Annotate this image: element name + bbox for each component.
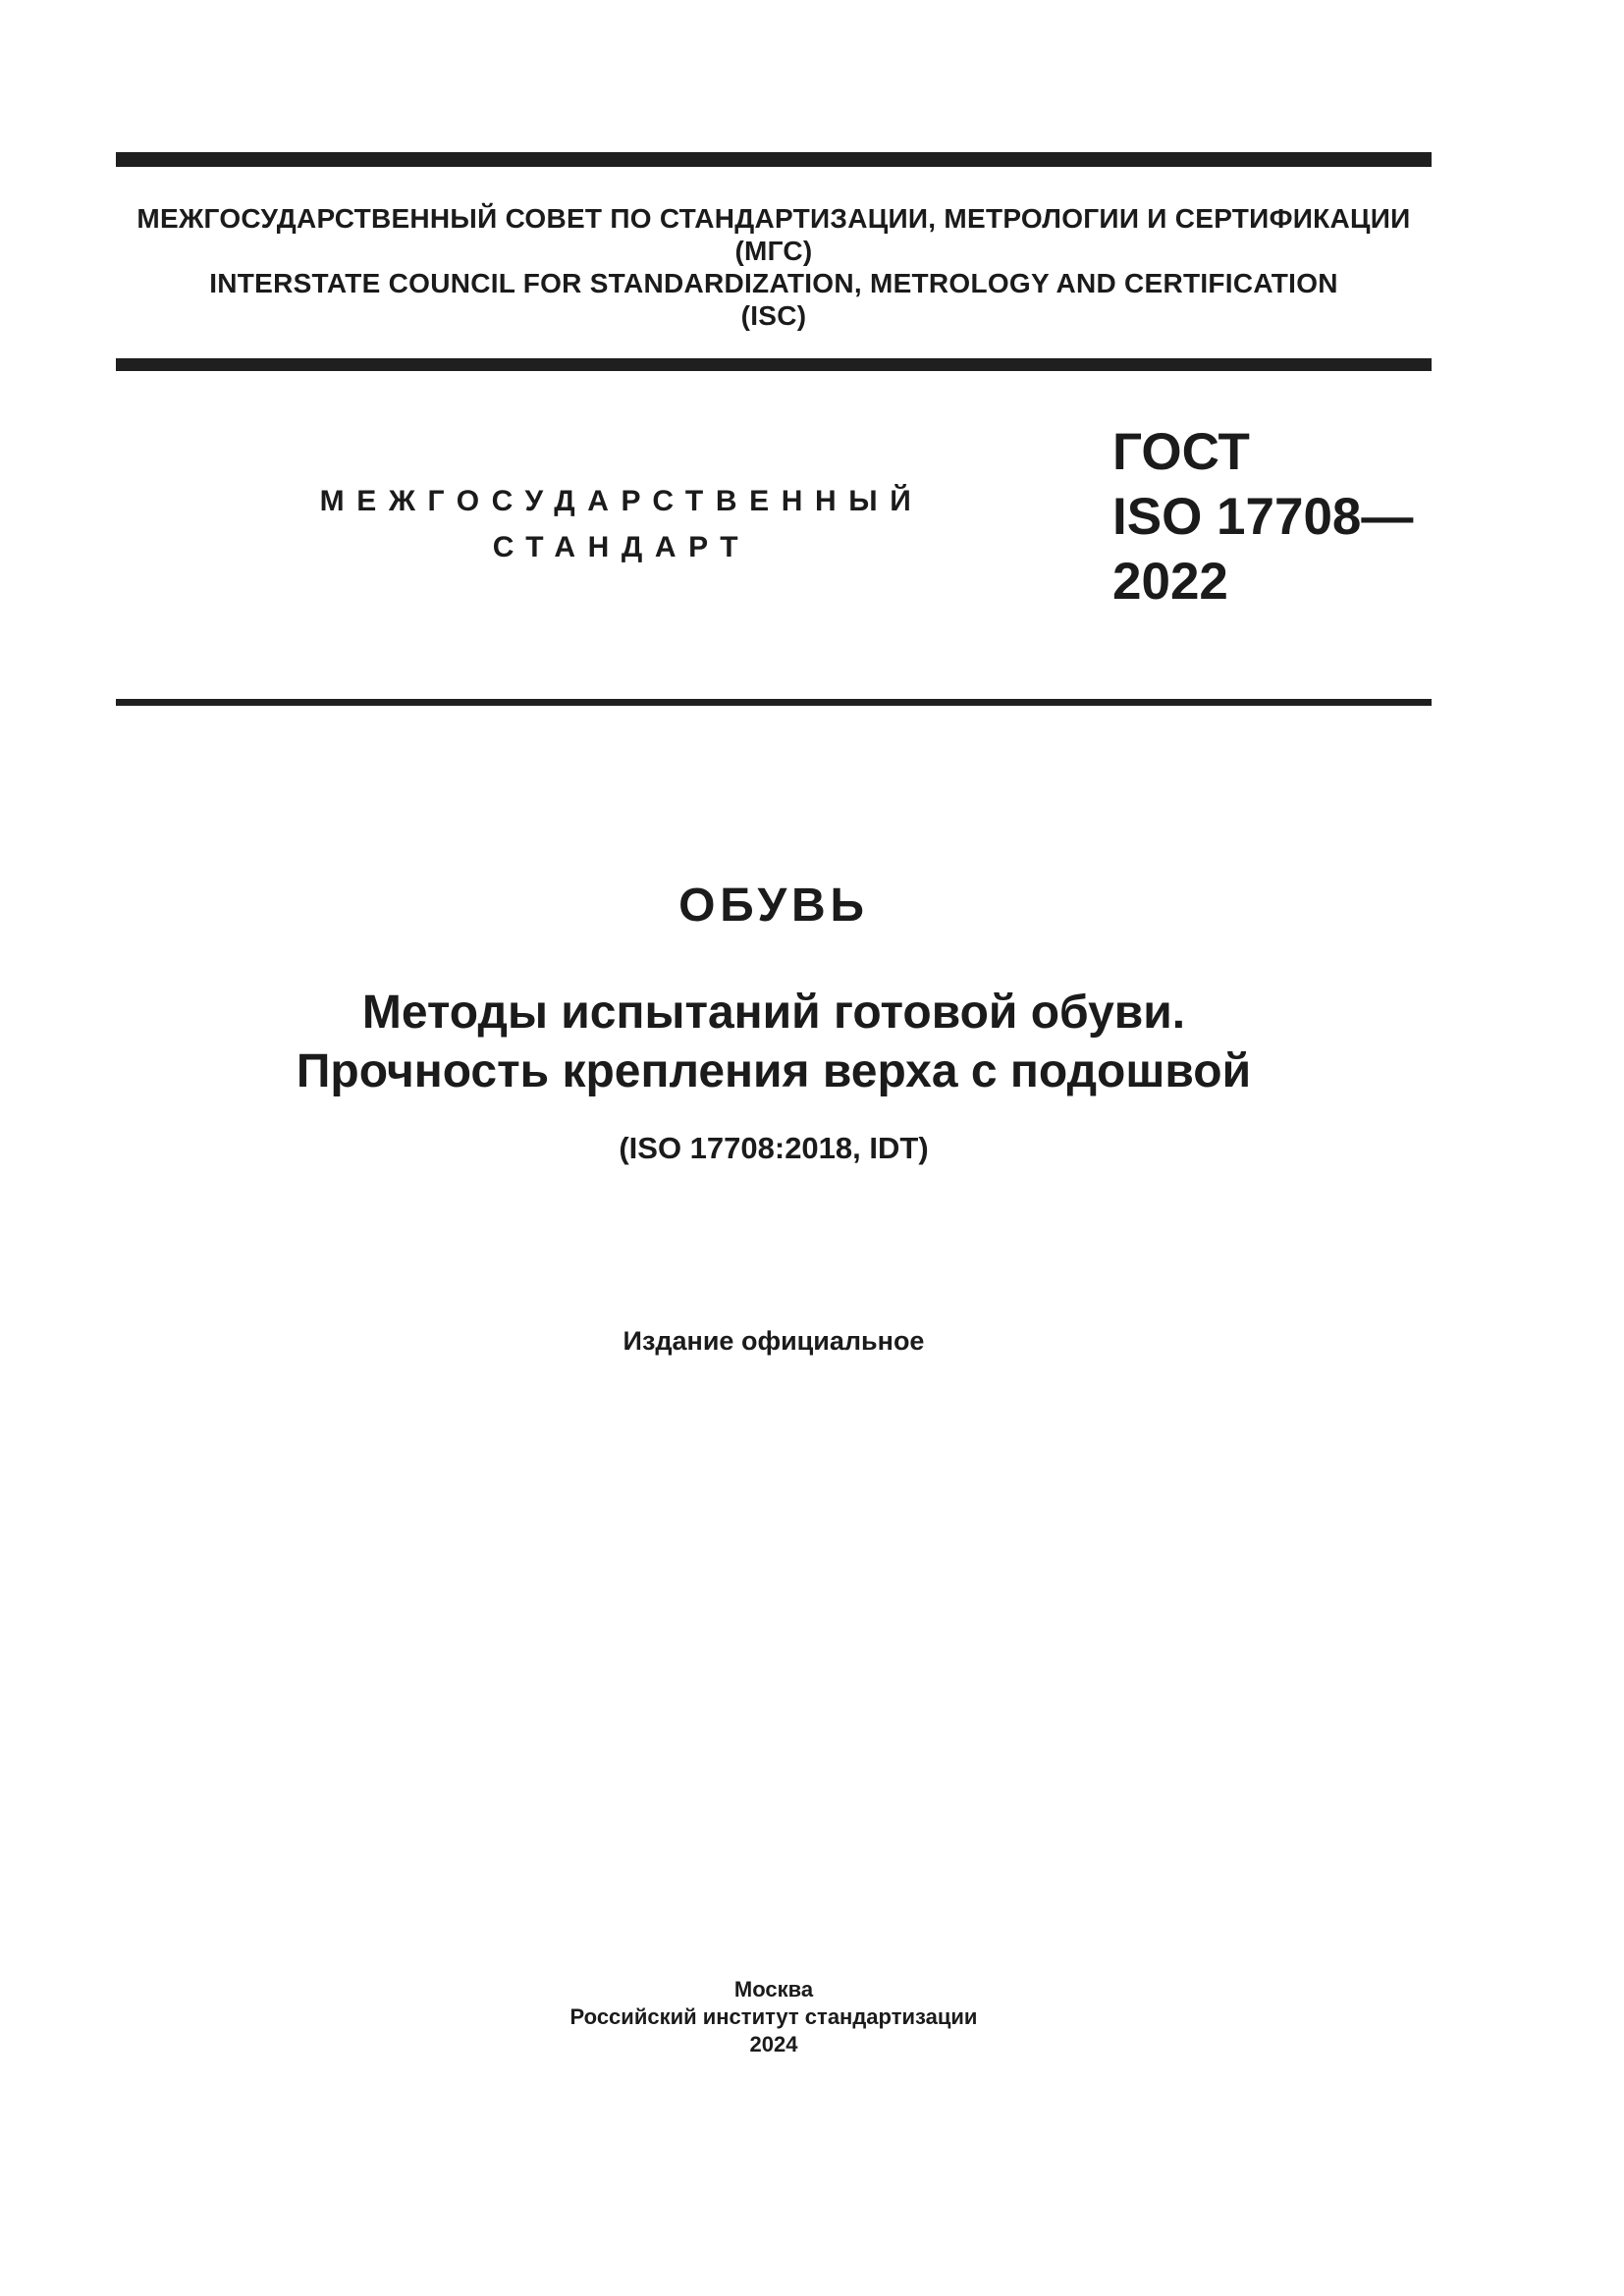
gost-designation-line3: 2022 <box>1112 553 1228 611</box>
iso-reference: (ISO 17708:2018, IDT) <box>619 1131 929 1165</box>
mid-rule <box>116 358 1432 371</box>
gost-designation-line2: ISO 17708— <box>1112 488 1414 546</box>
standard-type-label <box>229 478 1014 570</box>
imprint-year: 2024 <box>749 2032 798 2056</box>
document-subtitle-line2: Прочность крепления верха с подошвой <box>296 1045 1252 1097</box>
official-edition-note: Издание официальное <box>623 1326 925 1356</box>
imprint <box>116 1976 1432 2058</box>
council-name-ru: МЕЖГОСУДАРСТВЕННЫЙ СОВЕТ ПО СТАНДАРТИЗАЦИИ, МЕТРОЛОГИИ И СЕРТИФИКАЦИИ <box>136 203 1411 234</box>
document-subject-title: ОБУВЬ <box>678 880 869 932</box>
council-abbr-ru: (МГС) <box>734 236 813 266</box>
gost-designation-line1: ГОСТ <box>1112 423 1250 481</box>
imprint-city: Москва <box>733 1977 814 2002</box>
separator-rule <box>116 699 1432 706</box>
gost-designation <box>1112 420 1413 614</box>
council-header <box>116 202 1432 332</box>
standard-type-line1: МЕЖГОСУДАРСТВЕННЫЙ <box>319 485 924 517</box>
top-rule <box>116 152 1432 167</box>
document-subtitle <box>116 984 1432 1101</box>
council-abbr-en: (ISC) <box>740 300 807 331</box>
imprint-publisher: Российский институт стандартизации <box>569 2004 978 2029</box>
standard-type-line2: СТАНДАРТ <box>492 531 751 563</box>
council-name-en: INTERSTATE COUNCIL FOR STANDARDIZATION, METROLOGY AND CERTIFICATION <box>209 268 1338 298</box>
document-subtitle-line1: Методы испытаний готовой обуви. <box>361 987 1186 1039</box>
